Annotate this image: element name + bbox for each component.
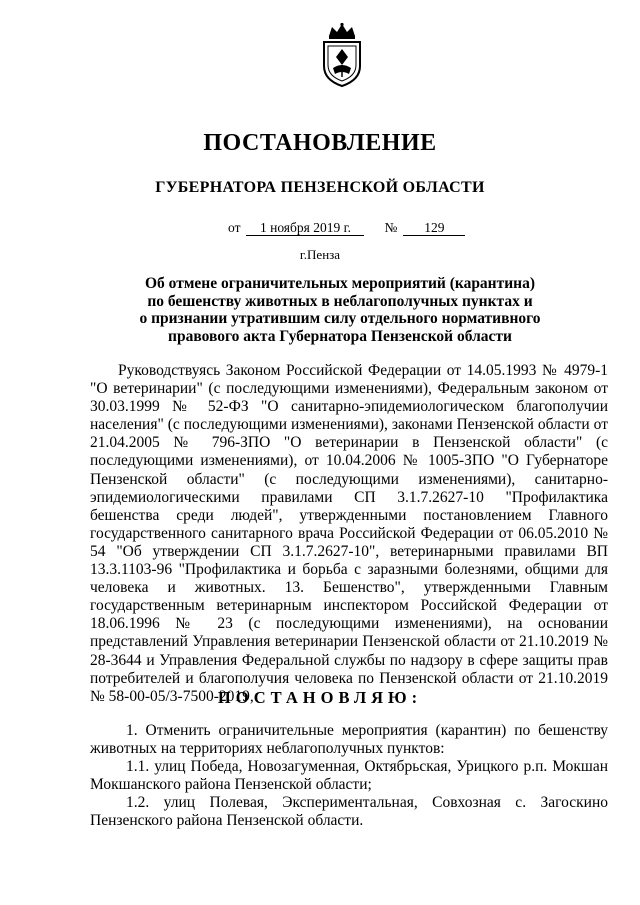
number-prefix: № [384, 220, 398, 235]
coat-of-arms-emblem [319, 22, 365, 88]
date-field: 1 ноября 2019 г. [246, 220, 364, 236]
decree-item: 1.2. улиц Полевая, Экспериментальная, Совхозная с. Загоскино Пензенского района Пензенской области. [90, 794, 608, 830]
decree-word: ПОСТАНОВЛЯЮ: [217, 688, 423, 707]
heading-line: Об отмене ограничительных мероприятий (карантина) [144, 275, 536, 292]
preamble-paragraph: Руководствуясь Законом Российской Федерации от 14.05.1993 № 4979-1 "О ветеринарии" (с последующими изменениями), Федеральным законом от 30.03.1999 № 52-ФЗ "О санитарно-эпидемиологическом благополучии населения" (с последующими изменениями), законами Пензенской области от 21.04.2005 № 796-ЗПО "О ветеринарии в Пензенской области" (с последующими изменениями), от 10.04.2006 № 1005-ЗПО "О Губернаторе Пензенской области" (с последующими изменениями), санитарно-эпидемиологическими правилами СП 3.1.7.2627-10 "Профилактика бешенства среди людей", утвержденными постановлением Главного государственного санитарного врача Российской Федерации от 06.05.2010 № 54 "Об утверждении СП 3.1.7.2627-10", ветеринарными правилами ВП 13.3.1103-96 "Профилактика и борьба с заразными болезнями, общими для человека и животных. 13. Бешенство", утвержденными Главным государственным ветеринарным инспектором Российской Федерации от 18.06.1996 № 23 (с последующими изменениями), на основании представлений Управления ветеринарии Пензенской области от 21.10.2019 № 28-3644 и Управления Федеральной службы по надзору в сфере защиты прав потребителей и благополучия человека по Пензенской области от 21.10.2019 № 58-00-05/3-7500-2019, [90, 362, 608, 705]
date-number-line [228, 220, 488, 240]
decree-item: 1.1. улиц Победа, Новозагуменная, Октябрьская, Урицкого р.п. Мокшан Мокшанского района Пензенской области; [90, 758, 608, 794]
document-title: ПОСТАНОВЛЕНИЕ [203, 130, 437, 156]
decree-item: 1. Отменить ограничительные мероприятия (карантин) по бешенству животных на территориях неблагополучных пунктов: [90, 722, 608, 758]
city-label: г.Пенза [299, 247, 341, 262]
issuer-subtitle: ГУБЕРНАТОРА ПЕНЗЕНСКОЙ ОБЛАСТИ [155, 179, 485, 196]
date-prefix: от [228, 220, 241, 235]
number-field: 129 [403, 220, 465, 236]
heading-line: по бешенству животных в неблагополучных пунктах и [147, 292, 533, 310]
heading-line: о признании утратившим силу отдельного нормативного [139, 310, 541, 327]
preamble-block [90, 362, 608, 706]
document-heading [120, 275, 560, 345]
heading-line: правового акта Губернатора Пензенской области [168, 327, 512, 345]
decree-items [90, 722, 608, 831]
